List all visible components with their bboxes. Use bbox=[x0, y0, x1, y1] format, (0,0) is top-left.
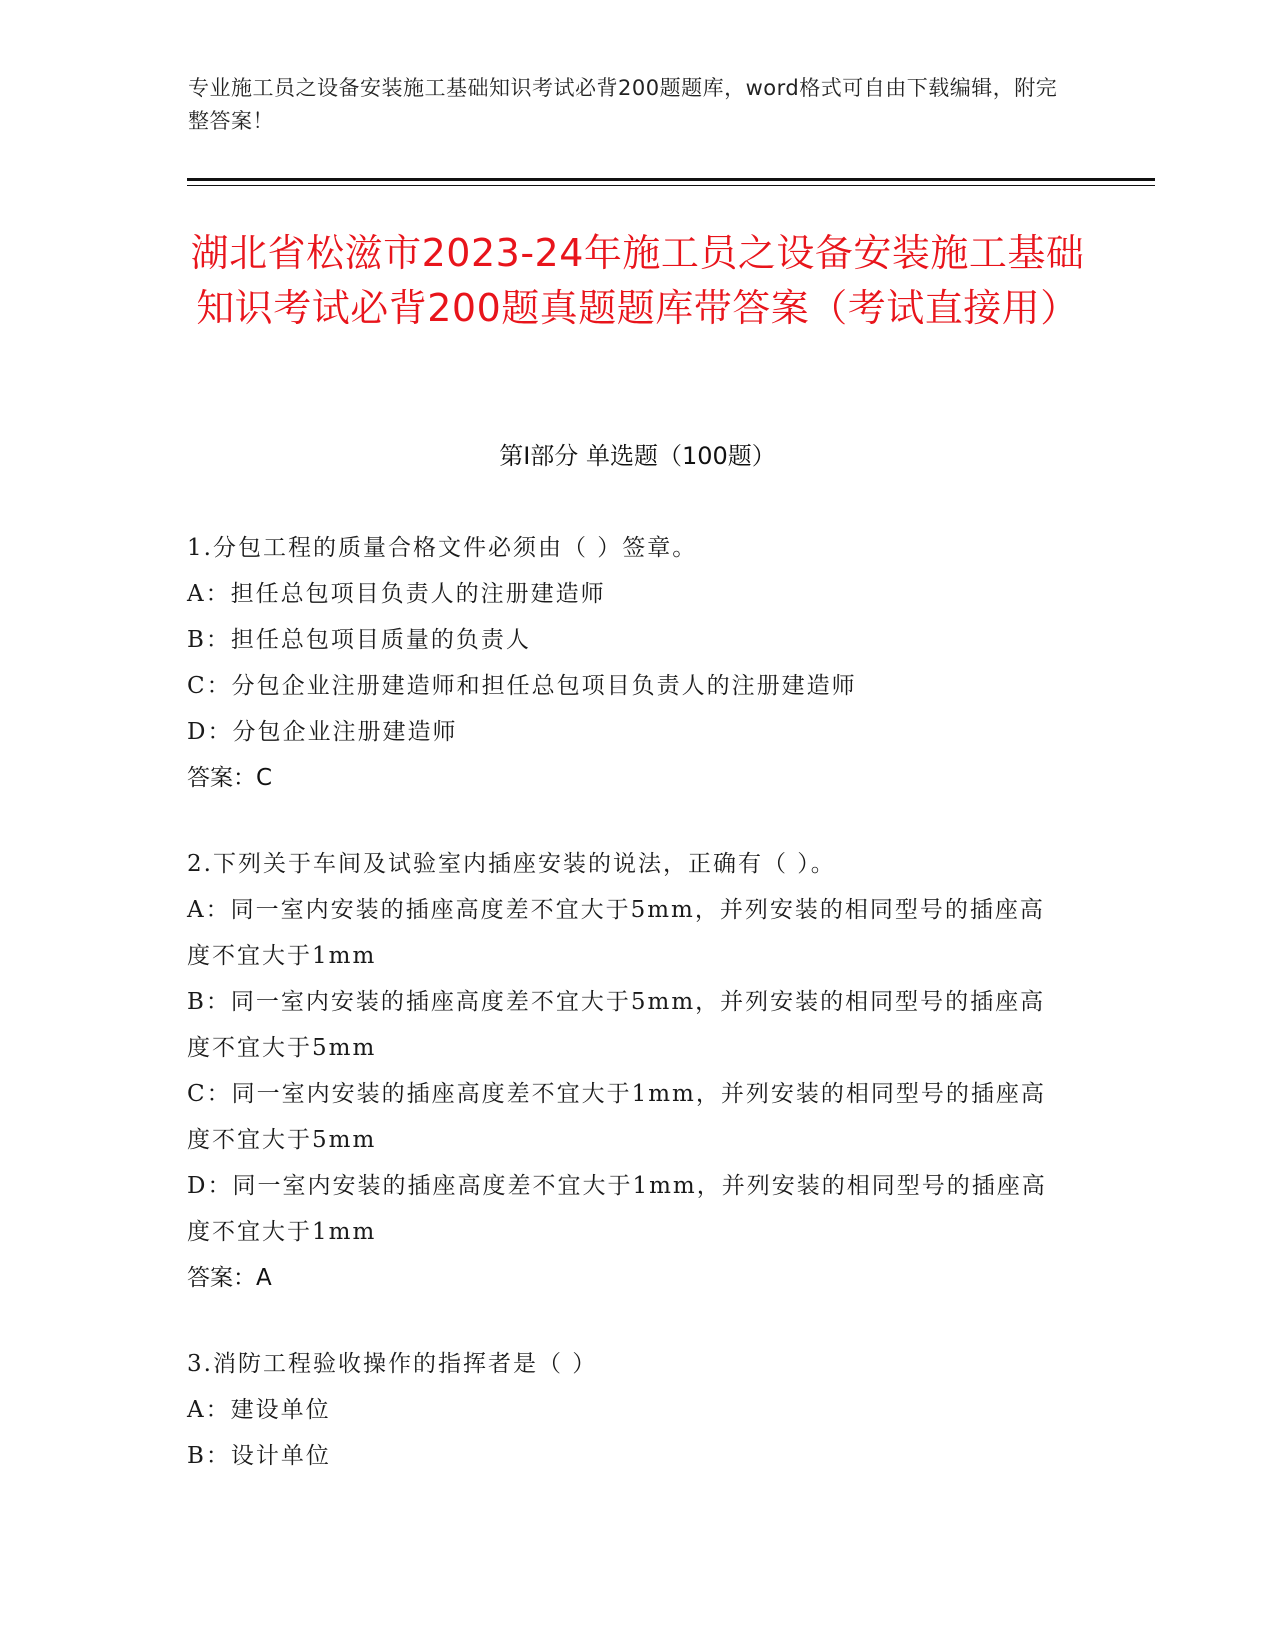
header-note: 专业施工员之设备安装施工基础知识考试必背200题题库，word格式可自由下载编辑，附完整答案！ bbox=[188, 76, 1058, 133]
answer-label: 答案： bbox=[187, 765, 256, 791]
answer-label: 答案： bbox=[187, 1265, 256, 1291]
question-3 bbox=[187, 1341, 1067, 1479]
option-b: B：同一室内安装的插座高度差不宜大于5mm，并列安装的相同型号的插座高度不宜大于5mm bbox=[187, 989, 1046, 1061]
option-a: A：担任总包项目负责人的注册建造师 bbox=[187, 581, 606, 607]
question-list bbox=[187, 525, 1067, 1519]
option-a: A：同一室内安装的插座高度差不宜大于5mm，并列安装的相同型号的插座高度不宜大于1mm bbox=[187, 897, 1045, 969]
option-c: C：分包企业注册建造师和担任总包项目负责人的注册建造师 bbox=[187, 673, 857, 699]
question-2 bbox=[187, 841, 1067, 1301]
question-stem: 3.消防工程验收操作的指挥者是（ ） bbox=[187, 1351, 598, 1377]
option-d: D：分包企业注册建造师 bbox=[187, 719, 458, 745]
option-a: A：建设单位 bbox=[187, 1397, 331, 1423]
option-c: C：同一室内安装的插座高度差不宜大于1mm，并列安装的相同型号的插座高度不宜大于5mm bbox=[187, 1081, 1046, 1153]
answer-line bbox=[187, 1255, 1067, 1301]
option-b: B：设计单位 bbox=[187, 1443, 331, 1469]
header-rule-thin bbox=[187, 185, 1155, 186]
header-rule-thick bbox=[187, 178, 1155, 181]
section-heading: 第Ⅰ部分 单选题（100题） bbox=[499, 442, 776, 470]
question-1 bbox=[187, 525, 1067, 801]
document-title: 湖北省松滋市2023-24年施工员之设备安装施工基础知识考试必背200题真题题库带答案（考试直接用） bbox=[190, 231, 1085, 330]
answer-line bbox=[187, 755, 1067, 801]
option-d: D：同一室内安装的插座高度差不宜大于1mm，并列安装的相同型号的插座高度不宜大于1mm bbox=[187, 1173, 1047, 1245]
answer-value: A bbox=[256, 1265, 272, 1291]
answer-value: C bbox=[256, 765, 273, 791]
question-stem: 2.下列关于车间及试验室内插座安装的说法，正确有（ ）。 bbox=[187, 851, 836, 877]
option-b: B：担任总包项目质量的负责人 bbox=[187, 627, 531, 653]
question-stem: 1.分包工程的质量合格文件必须由（ ）签章。 bbox=[187, 535, 698, 561]
